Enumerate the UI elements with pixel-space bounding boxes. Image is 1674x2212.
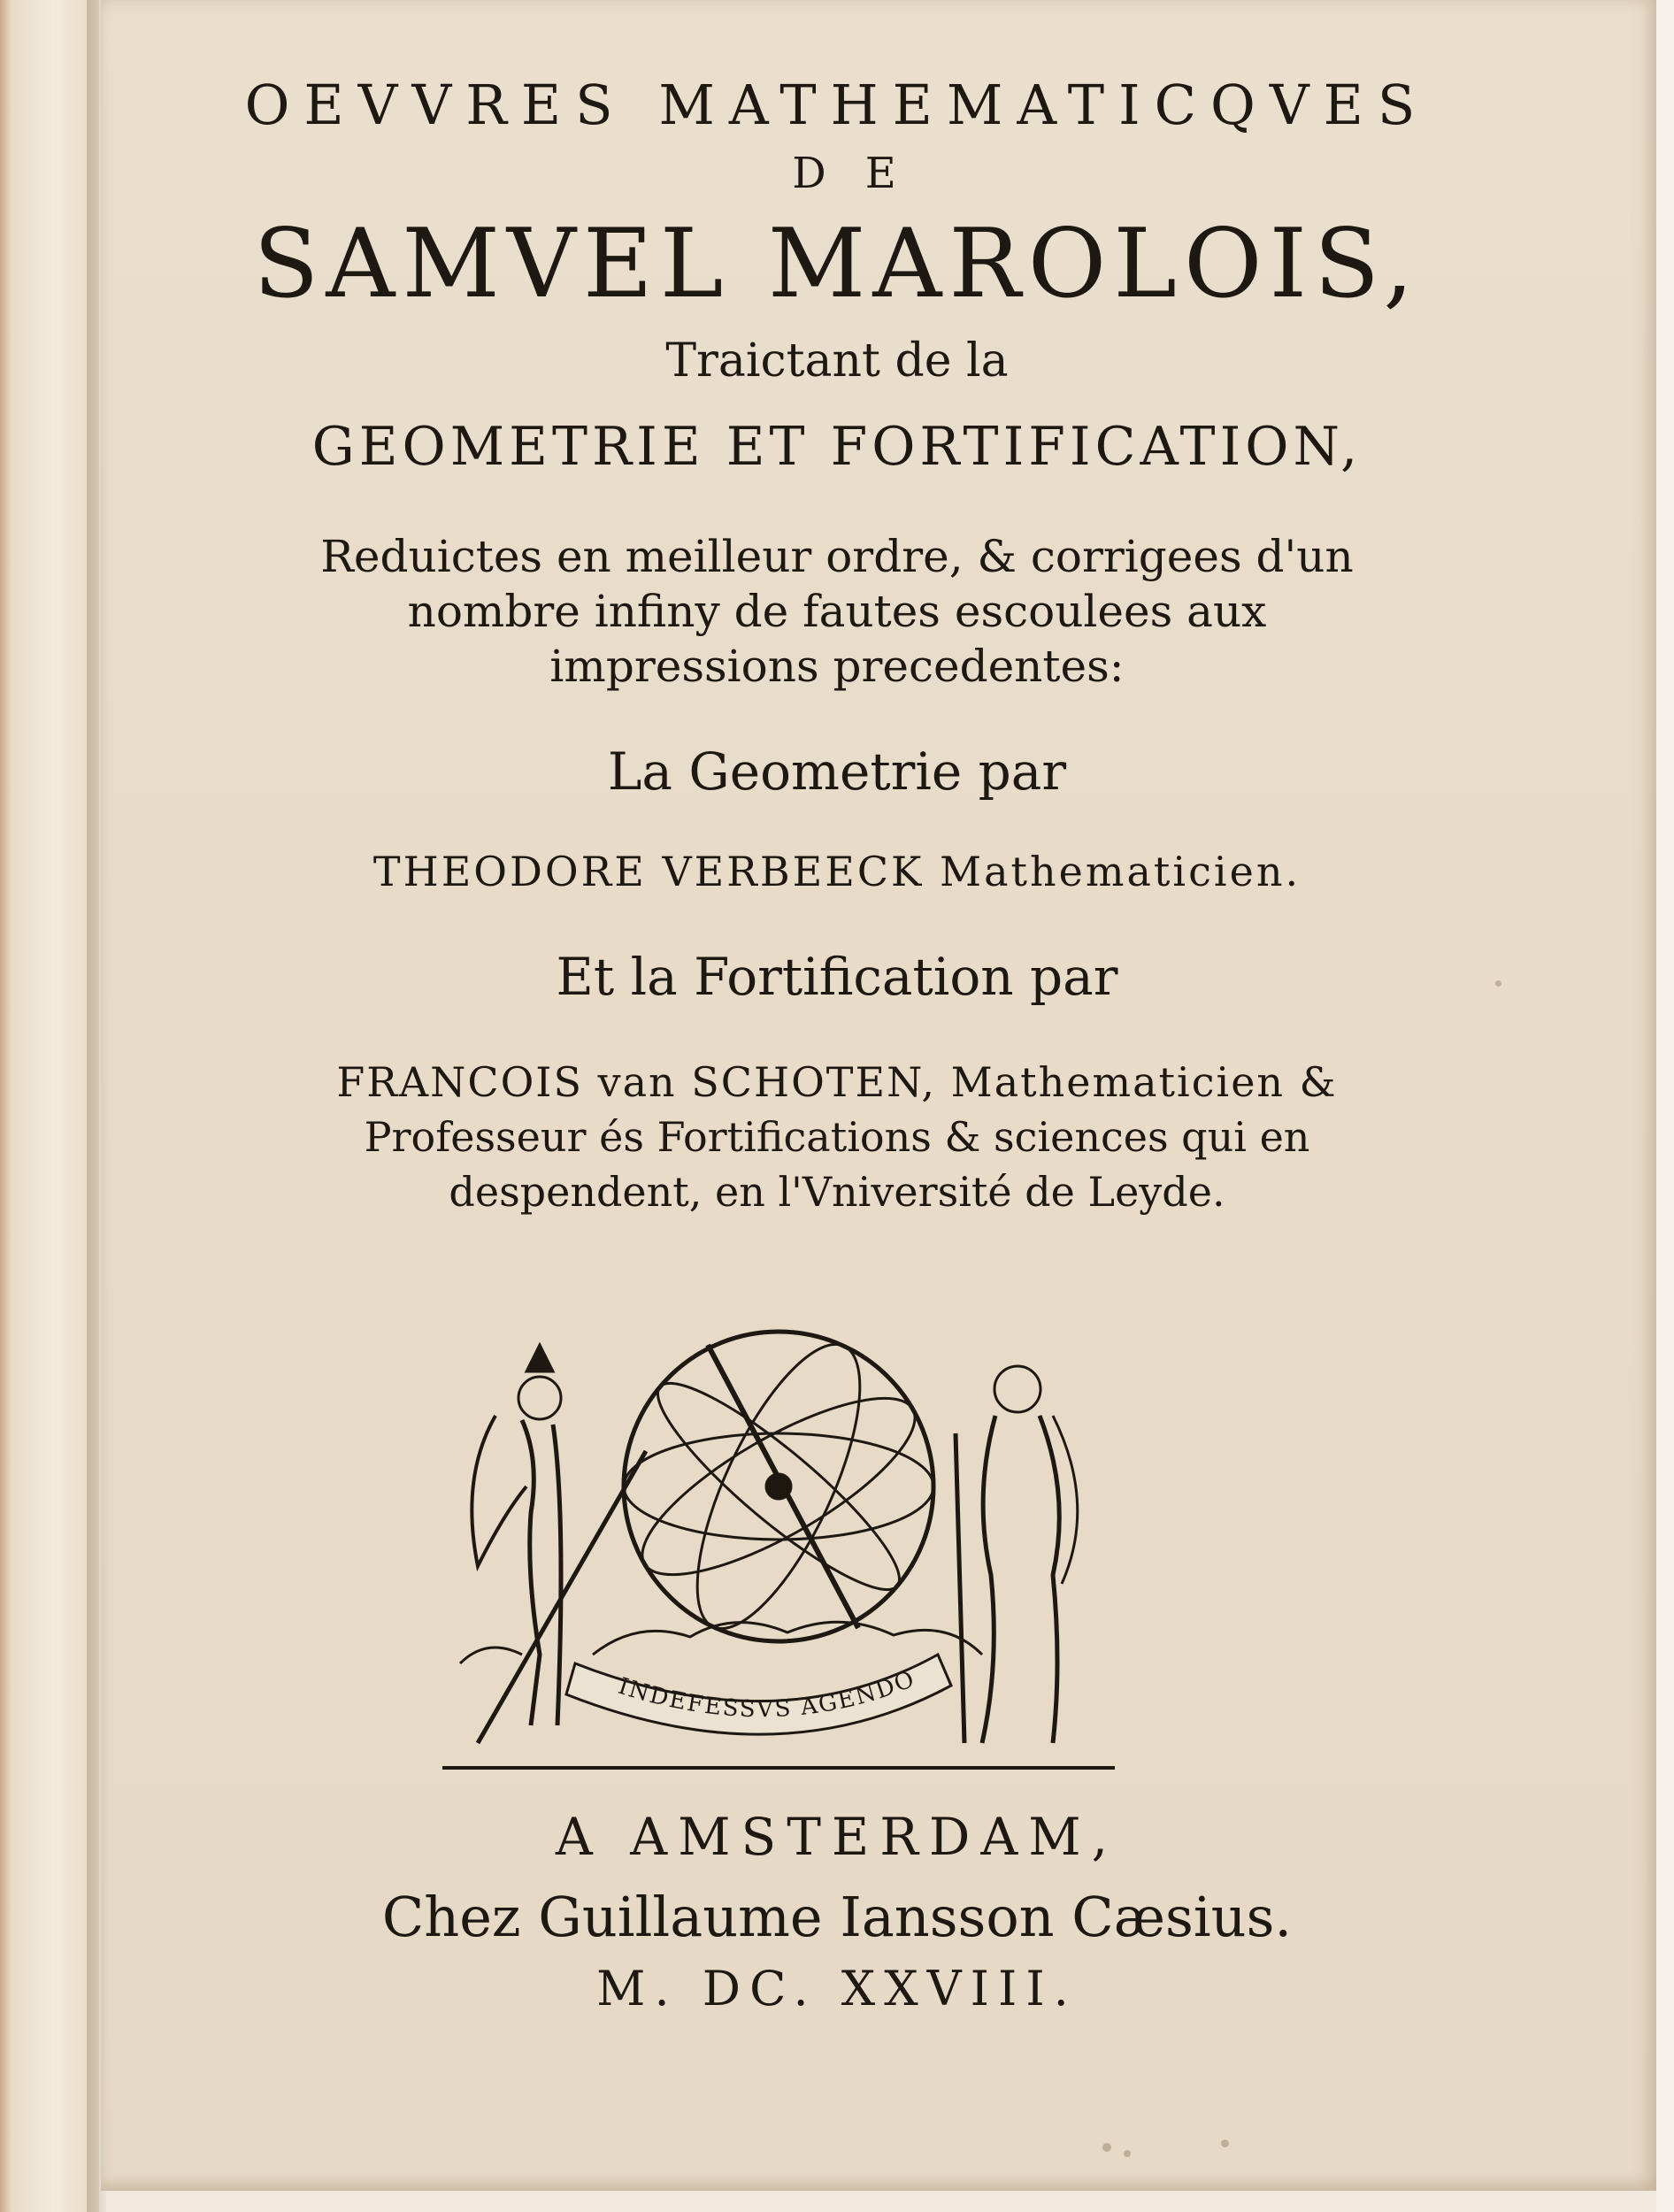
subject-title: GEOMETRIE ET FORTIFICATION, [311,416,1363,478]
paper-speck [1102,2143,1111,2152]
title-line-oeuvres: OEVVRES MATHEMATICQVES [244,73,1430,137]
left-figure-body [522,1420,540,1725]
subtitle-intro: Traictant de la [665,334,1009,388]
imprint-printer: Chez Guillaume Iansson Cæsius. [381,1885,1293,1949]
right-figure-body-left [982,1416,995,1743]
left-figure-head [518,1377,561,1419]
geometry-by-heading: La Geometrie par [607,741,1067,802]
armillary-sphere-illustration [442,1283,1115,1778]
fortification-by-heading: Et la Fortification par [556,947,1118,1007]
right-figure-staff [956,1433,964,1743]
left-figure-wing [472,1416,526,1566]
paper-speck [1124,2150,1131,2157]
paper-speck [1495,980,1501,987]
printers-device-woodcut [442,1283,1115,1778]
left-figure-crown [526,1345,553,1371]
fortification-author-line-1: FRANCOIS van SCHOTEN, Mathematicien & [336,1058,1338,1106]
fortification-author-line-2: Professeur és Fortifications & sciences qui en [364,1113,1310,1161]
right-figure-head [994,1366,1040,1412]
left-figure-base [460,1647,522,1663]
device-motto-text: INDEFESSVS AGENDO [615,1665,920,1724]
left-page-edge [0,0,99,2212]
geometry-author: THEODORE VERBEECK Mathematicien. [372,848,1302,895]
description-line-2: nombre infiny de fautes escoulees aux [407,586,1267,637]
description-line-3: impressions precedentes: [549,641,1125,692]
right-margin [1656,0,1674,2212]
title-line-de: DE [792,149,935,198]
author-name: SAMVEL MAROLOIS, [253,209,1421,319]
description-line-1: Reduictes en meilleur ordre, & corrigees d'un [320,531,1354,582]
fortification-author-line-3: despendent, en l'Vniversité de Leyde. [449,1168,1225,1216]
left-figure-body-right [553,1425,561,1725]
cloud-band [593,1622,982,1655]
right-figure-body-right [1040,1416,1059,1743]
sphere-center [766,1474,791,1499]
imprint-place: A AMSTERDAM, [555,1807,1119,1867]
paper-speck [1221,2139,1229,2147]
imprint-year: M. DC. XXVIII. [596,1961,1078,2016]
